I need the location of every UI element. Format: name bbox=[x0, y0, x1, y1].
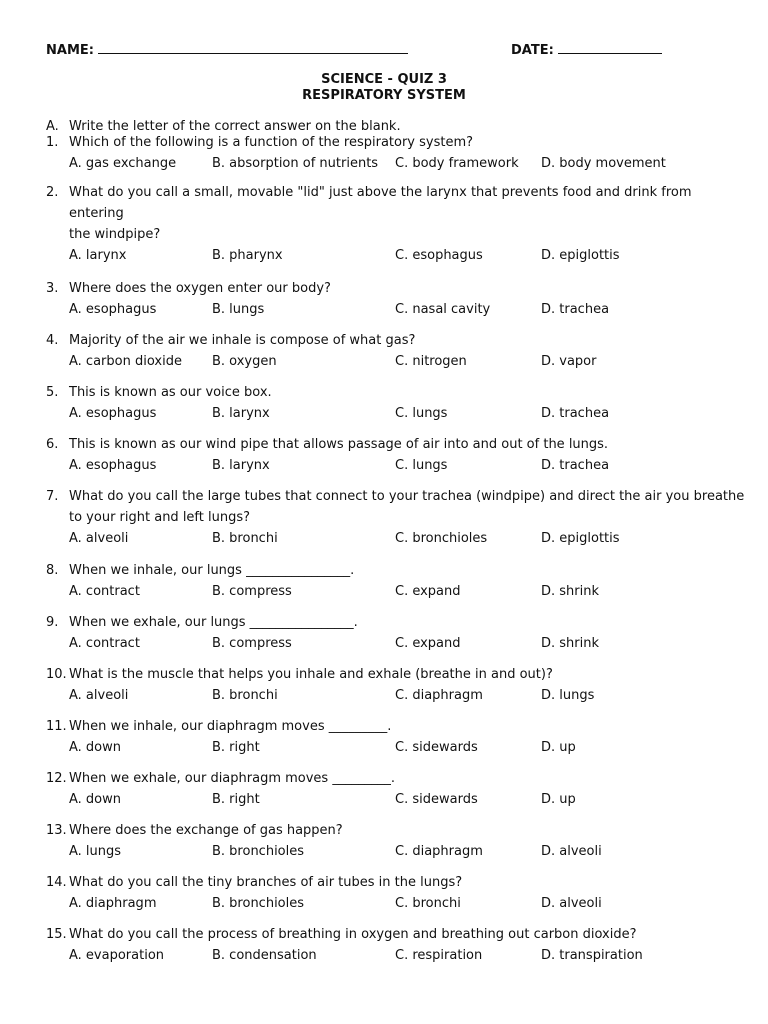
answer-option[interactable]: B. bronchioles bbox=[212, 896, 305, 911]
question-text: Which of the following is a function of the respiratory system? bbox=[69, 135, 474, 150]
question-line bbox=[46, 716, 746, 737]
answer-option[interactable]: A. alveoli bbox=[69, 688, 129, 703]
question-item bbox=[46, 382, 746, 425]
answer-option[interactable]: D. trachea bbox=[541, 406, 610, 421]
answer-options bbox=[46, 245, 746, 267]
question-text: Where does the exchange of gas happen? bbox=[69, 823, 343, 838]
instruction-label: A. bbox=[46, 119, 59, 134]
answer-option[interactable]: B. absorption of nutrients bbox=[212, 156, 379, 171]
question-item bbox=[46, 278, 746, 321]
question-line bbox=[46, 132, 746, 153]
question-text: Majority of the air we inhale is compose of what gas? bbox=[69, 333, 416, 348]
question-number: 13. bbox=[46, 823, 67, 838]
question-line bbox=[46, 182, 746, 203]
answer-options bbox=[46, 455, 746, 477]
answer-option[interactable]: A. contract bbox=[69, 584, 140, 599]
question-text: What do you call the large tubes that connect to your trachea (windpipe) and direct the air you breathe bbox=[69, 489, 745, 504]
name-blank-line[interactable] bbox=[98, 42, 408, 54]
question-item bbox=[46, 768, 746, 811]
question-text: This is known as our voice box. bbox=[69, 385, 272, 400]
answer-option[interactable]: C. body framework bbox=[395, 156, 519, 171]
answer-option[interactable]: A. esophagus bbox=[69, 406, 157, 421]
answer-options bbox=[46, 299, 746, 321]
answer-option[interactable]: D. alveoli bbox=[541, 844, 602, 859]
answer-options bbox=[46, 581, 746, 603]
answer-option[interactable]: C. nitrogen bbox=[395, 354, 467, 369]
answer-option[interactable]: B. oxygen bbox=[212, 354, 277, 369]
answer-options bbox=[46, 153, 746, 175]
question-item bbox=[46, 716, 746, 759]
answer-option[interactable]: A. evaporation bbox=[69, 948, 165, 963]
answer-option[interactable]: B. bronchi bbox=[212, 531, 278, 546]
answer-option[interactable]: B. right bbox=[212, 792, 260, 807]
answer-option[interactable]: D. epiglottis bbox=[541, 248, 620, 263]
question-item bbox=[46, 872, 746, 915]
question-line bbox=[46, 382, 746, 403]
answer-option[interactable]: B. larynx bbox=[212, 458, 270, 473]
answer-option[interactable]: D. trachea bbox=[541, 302, 610, 317]
answer-option[interactable]: C. lungs bbox=[395, 406, 448, 421]
answer-option[interactable]: D. vapor bbox=[541, 354, 597, 369]
question-text: When we exhale, our lungs ________________. bbox=[69, 615, 358, 630]
answer-options bbox=[46, 633, 746, 655]
answer-option[interactable]: A. larynx bbox=[69, 248, 127, 263]
question-text: the windpipe? bbox=[69, 227, 161, 242]
quiz-title: SCIENCE - QUIZ 3 bbox=[321, 72, 447, 87]
answer-option[interactable]: D. transpiration bbox=[541, 948, 643, 963]
instruction-text: Write the letter of the correct answer on the blank. bbox=[69, 119, 401, 134]
answer-option[interactable]: C. lungs bbox=[395, 458, 448, 473]
answer-option[interactable]: C. sidewards bbox=[395, 740, 478, 755]
question-number: 12. bbox=[46, 771, 67, 786]
answer-option[interactable]: C. respiration bbox=[395, 948, 483, 963]
answer-option[interactable]: B. lungs bbox=[212, 302, 265, 317]
question-line bbox=[46, 330, 746, 351]
answer-option[interactable]: B. condensation bbox=[212, 948, 317, 963]
question-line bbox=[46, 768, 746, 789]
question-text: What do you call the process of breathing in oxygen and breathing out carbon dioxide? bbox=[69, 927, 637, 942]
answer-option[interactable]: C. diaphragm bbox=[395, 844, 483, 859]
question-item bbox=[46, 612, 746, 655]
question-text: What do you call the tiny branches of air tubes in the lungs? bbox=[69, 875, 463, 890]
question-line bbox=[46, 203, 746, 224]
answer-option[interactable]: D. up bbox=[541, 792, 576, 807]
answer-options bbox=[46, 351, 746, 373]
question-text: When we exhale, our diaphragm moves _________. bbox=[69, 771, 395, 786]
answer-option[interactable]: B. bronchioles bbox=[212, 844, 305, 859]
name-field[interactable] bbox=[46, 42, 408, 58]
question-text: entering bbox=[69, 206, 124, 221]
question-item bbox=[46, 924, 746, 967]
question-item bbox=[46, 560, 746, 603]
answer-option[interactable]: C. expand bbox=[395, 584, 461, 599]
answer-option[interactable]: A. gas exchange bbox=[69, 156, 177, 171]
question-number: 2. bbox=[46, 185, 59, 200]
answer-option[interactable]: A. contract bbox=[69, 636, 140, 651]
name-label: NAME: bbox=[46, 43, 94, 58]
answer-option[interactable]: C. expand bbox=[395, 636, 461, 651]
question-item bbox=[46, 182, 746, 267]
answer-option[interactable]: A. carbon dioxide bbox=[69, 354, 182, 369]
answer-option[interactable]: A. alveoli bbox=[69, 531, 129, 546]
answer-option[interactable]: D. alveoli bbox=[541, 896, 602, 911]
answer-option[interactable]: D. shrink bbox=[541, 584, 600, 599]
question-line bbox=[46, 560, 746, 581]
answer-option[interactable]: B. right bbox=[212, 740, 260, 755]
question-number: 6. bbox=[46, 437, 59, 452]
question-line bbox=[46, 507, 746, 528]
question-line bbox=[46, 664, 746, 685]
answer-option[interactable]: C. esophagus bbox=[395, 248, 483, 263]
answer-options bbox=[46, 737, 746, 759]
answer-option[interactable]: A. esophagus bbox=[69, 458, 157, 473]
date-label: DATE: bbox=[511, 43, 554, 58]
date-blank-line[interactable] bbox=[558, 42, 662, 54]
question-text: When we inhale, our lungs ________________. bbox=[69, 563, 355, 578]
question-item bbox=[46, 820, 746, 863]
question-number: 14. bbox=[46, 875, 67, 890]
question-item bbox=[46, 330, 746, 373]
question-line bbox=[46, 434, 746, 455]
answer-options bbox=[46, 789, 746, 811]
question-line bbox=[46, 224, 746, 245]
answer-options bbox=[46, 528, 746, 550]
answer-options bbox=[46, 893, 746, 915]
question-number: 8. bbox=[46, 563, 59, 578]
question-text: Where does the oxygen enter our body? bbox=[69, 281, 331, 296]
question-number: 11. bbox=[46, 719, 67, 734]
quiz-subtitle: RESPIRATORY SYSTEM bbox=[302, 88, 466, 103]
question-text: to your right and left lungs? bbox=[69, 510, 251, 525]
answer-option[interactable]: D. lungs bbox=[541, 688, 595, 703]
answer-option[interactable]: A. down bbox=[69, 740, 122, 755]
question-text: When we inhale, our diaphragm moves _________. bbox=[69, 719, 392, 734]
answer-option[interactable]: B. pharynx bbox=[212, 248, 283, 263]
answer-option[interactable]: C. diaphragm bbox=[395, 688, 483, 703]
question-number: 15. bbox=[46, 927, 67, 942]
question-item bbox=[46, 434, 746, 477]
question-number: 3. bbox=[46, 281, 59, 296]
answer-option[interactable]: C. bronchioles bbox=[395, 531, 488, 546]
answer-option[interactable]: D. up bbox=[541, 740, 576, 755]
answer-option[interactable]: D. shrink bbox=[541, 636, 600, 651]
answer-option[interactable]: C. sidewards bbox=[395, 792, 478, 807]
question-number: 4. bbox=[46, 333, 59, 348]
answer-options bbox=[46, 403, 746, 425]
answer-options bbox=[46, 945, 746, 967]
question-number: 1. bbox=[46, 135, 59, 150]
question-text: This is known as our wind pipe that allows passage of air into and out of the lungs. bbox=[69, 437, 609, 452]
question-number: 10. bbox=[46, 667, 67, 682]
answer-option[interactable]: B. compress bbox=[212, 636, 292, 651]
question-number: 9. bbox=[46, 615, 59, 630]
answer-option[interactable]: B. compress bbox=[212, 584, 292, 599]
question-number: 5. bbox=[46, 385, 59, 400]
answer-option[interactable]: A. esophagus bbox=[69, 302, 157, 317]
answer-option[interactable]: D. trachea bbox=[541, 458, 610, 473]
question-text: What is the muscle that helps you inhale and exhale (breathe in and out)? bbox=[69, 667, 553, 682]
question-line bbox=[46, 924, 746, 945]
answer-option[interactable]: D. body movement bbox=[541, 156, 666, 171]
answer-option[interactable]: C. bronchi bbox=[395, 896, 461, 911]
question-item bbox=[46, 132, 746, 175]
question-line bbox=[46, 612, 746, 633]
question-number: 7. bbox=[46, 489, 59, 504]
date-field[interactable] bbox=[511, 42, 662, 58]
answer-option[interactable]: B. bronchi bbox=[212, 688, 278, 703]
question-item bbox=[46, 486, 746, 550]
answer-option[interactable]: B. larynx bbox=[212, 406, 270, 421]
answer-options bbox=[46, 685, 746, 707]
question-line bbox=[46, 820, 746, 841]
answer-options bbox=[46, 841, 746, 863]
answer-option[interactable]: A. lungs bbox=[69, 844, 122, 859]
answer-option[interactable]: C. nasal cavity bbox=[395, 302, 491, 317]
answer-option[interactable]: A. diaphragm bbox=[69, 896, 157, 911]
answer-option[interactable]: D. epiglottis bbox=[541, 531, 620, 546]
question-line bbox=[46, 486, 746, 507]
question-line bbox=[46, 278, 746, 299]
question-text: What do you call a small, movable "lid" just above the larynx that prevents food and drink from bbox=[69, 185, 692, 200]
question-item bbox=[46, 664, 746, 707]
answer-option[interactable]: A. down bbox=[69, 792, 122, 807]
question-line bbox=[46, 872, 746, 893]
